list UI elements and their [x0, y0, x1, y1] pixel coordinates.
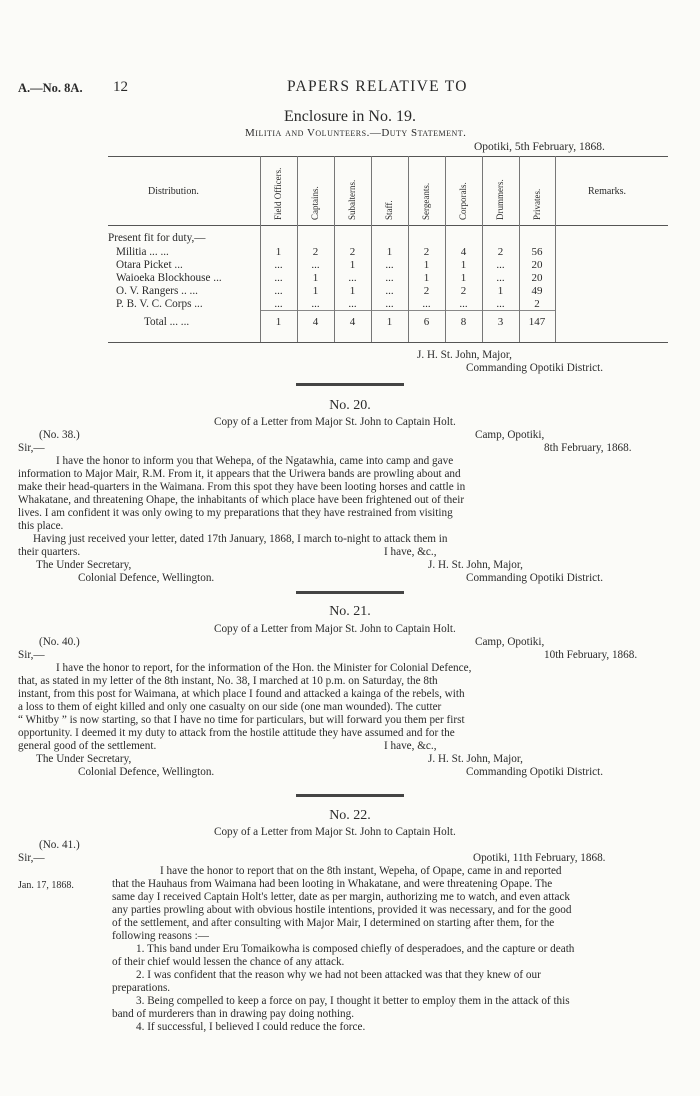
table-cell: ... [274, 272, 283, 284]
table-cell: 2 [460, 285, 467, 297]
row-label-otara-picket: Otara Picket ... [116, 259, 183, 271]
table-cell: 1 [349, 285, 356, 297]
enclosure-title: Enclosure in No. 19. [284, 108, 416, 125]
letter-21-line: instant, from this post for Waimana, at which place I found and attacked a kainga of the rebels, with [18, 688, 465, 700]
letter-22-line: any parties prowling about with obvious hostile intentions, provided it was necessary, and for the good [112, 904, 572, 916]
table-cell: 2 [497, 246, 504, 258]
table-cell: 2 [423, 246, 430, 258]
letter-20-title: No. 20. [329, 398, 371, 413]
letter-21-line: I have the honor to report, for the information of the Hon. the Minister for Colonial Defence, [56, 662, 472, 674]
table-cell: 4 [460, 246, 467, 258]
letter-22-line: same day I received Captain Holt's letter, date as per margin, authorizing me to watch, and even attack [112, 891, 571, 903]
column-header-corporals: Corporals. [458, 182, 468, 220]
letter-20-ref: (No. 38.) [39, 429, 80, 441]
total-cell: 8 [460, 316, 467, 328]
table-cell: ... [496, 298, 505, 310]
table-cell: 2 [349, 246, 356, 258]
column-header-remarks: Remarks. [588, 186, 627, 197]
letter-20-line: information to Major Mair, R.M. From it, it appears that the Uriwera bands are prowling about and [18, 468, 461, 480]
table-top-rule [108, 156, 668, 157]
total-cell: 1 [386, 316, 393, 328]
table-cell: ... [422, 298, 431, 310]
letter-22-date: Opotiki, 11th February, 1868. [473, 852, 606, 864]
total-cell: 1 [275, 316, 282, 328]
table-cell: ... [385, 272, 394, 284]
table-cell: ... [496, 259, 505, 271]
letter-20-line: make their head-quarters in the Waimana. From this spot they have been looting horses and cattle in [18, 481, 466, 493]
total-cell: 6 [423, 316, 430, 328]
letter-21-date: 10th February, 1868. [544, 649, 638, 661]
letter-20-date: 8th February, 1868. [544, 442, 632, 454]
section-divider [296, 591, 404, 594]
letter-20-closing: I have, &c., [384, 546, 437, 558]
table-bottom-rule [108, 342, 668, 343]
table-cell: 1 [460, 259, 467, 271]
letter-22-line: 1. This band under Eru Tomaikowha is composed chiefly of desperadoes, and the capture or death [136, 943, 575, 955]
row-label-militia: Militia ... ... [116, 246, 169, 258]
table-cell: ... [274, 285, 283, 297]
row-label-ov-rangers: O. V. Rangers .. ... [116, 285, 198, 297]
table-cell: 1 [312, 285, 319, 297]
total-cell: 4 [349, 316, 356, 328]
column-header-field-officers: Field Officers. [273, 167, 283, 220]
letter-22-line: 3. Being compelled to keep a force on pay, I thought it better to employ them in the attack of this [136, 995, 570, 1007]
letter-22-line: band of murderers than in drawing pay doing nothing. [112, 1008, 355, 1020]
section-divider [296, 383, 404, 386]
letter-22-salutation: Sir,— [18, 852, 45, 864]
table-cell: ... [274, 298, 283, 310]
table-cell: 1 [497, 285, 504, 297]
letter-21-signature: J. H. St. John, Major, [428, 753, 523, 765]
total-cell: 3 [497, 316, 504, 328]
table-cell: 1 [386, 246, 393, 258]
table-cell: ... [348, 272, 357, 284]
column-header-privates: Privates. [532, 188, 542, 220]
letter-22-line: of their chief would lessen the chance of any attack. [112, 956, 345, 968]
letter-22-title: No. 22. [329, 808, 371, 823]
enclosure-signature-title: Commanding Opotiki District. [466, 362, 604, 374]
column-header-captains: Captains. [310, 186, 320, 220]
enclosure-signature: J. H. St. John, Major, [417, 349, 512, 361]
table-cell: 1 [423, 272, 430, 284]
column-header-sergeants: Sergeants. [421, 182, 431, 220]
letter-22-ref: (No. 41.) [39, 839, 80, 851]
column-header-distribution: Distribution. [148, 186, 199, 197]
letter-22-line: following reasons :— [112, 930, 209, 942]
table-cell: ... [385, 285, 394, 297]
letter-21-line: “ Whitby ” is now starting, so that I have no time for particulars, but will forward you them per first [18, 714, 465, 726]
letter-21-recipient: The Under Secretary, [36, 753, 132, 765]
enclosure-subtitle: Militia and Volunteers.—Duty Statement. [245, 127, 467, 139]
letter-22-line: of the settlement, and after consulting with Major Mair, I determined on starting after them, for the [112, 917, 555, 929]
running-title: PAPERS RELATIVE TO [287, 78, 468, 95]
letter-21-place: Camp, Opotiki, [475, 636, 545, 648]
table-cell: ... [311, 259, 320, 271]
table-cell: ... [385, 298, 394, 310]
letter-21-title: No. 21. [329, 604, 371, 619]
row-label-waioeka-blockhouse: Waioeka Blockhouse ... [116, 272, 222, 284]
table-cell: 20 [531, 259, 543, 271]
letter-20-line: I have the honor to inform you that Wehepa, of the Ngatawhia, came into camp and gave [56, 455, 454, 467]
letter-20-heading: Copy of a Letter from Major St. John to Captain Holt. [214, 416, 456, 428]
total-cell: 4 [312, 316, 319, 328]
letter-21-closing: I have, &c., [384, 740, 437, 752]
table-cell: 56 [531, 246, 543, 258]
page-number: 12 [113, 79, 128, 95]
table-cell: ... [348, 298, 357, 310]
row-label-pbvc-corps: P. B. V. C. Corps ... [116, 298, 203, 310]
row-label-total: Total ... ... [144, 316, 190, 328]
letter-21-line: general good of the settlement. [18, 740, 157, 752]
table-cell: ... [274, 259, 283, 271]
table-cell: 1 [312, 272, 319, 284]
table-cell: ... [311, 298, 320, 310]
table-cell: 1 [460, 272, 467, 284]
letter-21-signature-title: Commanding Opotiki District. [466, 766, 604, 778]
table-header-rule [108, 225, 668, 226]
letter-20-recipient: The Under Secretary, [36, 559, 132, 571]
letter-20-line: Whakatane, and threatening Ohape, the inhabitants of which place have been frightened out of their [18, 494, 465, 506]
table-cell: 49 [531, 285, 543, 297]
letter-20-recipient-office: Colonial Defence, Wellington. [78, 572, 215, 584]
table-cell: 1 [349, 259, 356, 271]
table-cell: 2 [534, 298, 540, 310]
section-divider [296, 794, 404, 797]
letter-22-line: 4. If successful, I believed I could reduce the force. [136, 1021, 366, 1033]
letter-21-line: a loss to them of eight killed and only one casualty on our side (one man wounded). The cutter [18, 701, 442, 713]
letter-20-line: their quarters. [18, 546, 81, 558]
letter-20-line: this place. [18, 520, 64, 532]
letter-22-line: 2. I was confident that the reason why we had not been attacked was that they knew of our [136, 969, 541, 981]
margin-note: Jan. 17, 1868. [18, 880, 74, 891]
letter-20-signature-title: Commanding Opotiki District. [466, 572, 604, 584]
letter-22-line: preparations. [112, 982, 171, 994]
enclosure-date: Opotiki, 5th February, 1868. [474, 141, 605, 153]
total-cell: 147 [528, 316, 546, 328]
letter-21-recipient-office: Colonial Defence, Wellington. [78, 766, 215, 778]
letter-21-salutation: Sir,— [18, 649, 45, 661]
letter-21-line: that, as stated in my letter of the 8th instant, No. 38, I marched at 10 p.m. on Saturday, the 8th [18, 675, 438, 687]
letter-21-heading: Copy of a Letter from Major St. John to Captain Holt. [214, 623, 456, 635]
duty-statement-table [108, 156, 668, 342]
table-cell: ... [459, 298, 468, 310]
letter-22-heading: Copy of a Letter from Major St. John to Captain Holt. [214, 826, 456, 838]
table-cell: 2 [423, 285, 430, 297]
letter-21-ref: (No. 40.) [39, 636, 80, 648]
table-cell: 1 [423, 259, 430, 271]
letter-20-signature: J. H. St. John, Major, [428, 559, 523, 571]
letter-22-line: that the Hauhaus from Waimana had been looting in Whakatane, and were threatening Opape. The [112, 878, 553, 890]
column-header-subalterns: Subalterns. [347, 179, 357, 220]
column-header-drummers: Drummers. [495, 179, 505, 220]
column-header-staff: Staff. [384, 200, 394, 220]
document-reference: A.—No. 8A. [18, 81, 83, 95]
letter-20-line: Having just received your letter, dated 17th January, 1868, I march to-night to attack them in [33, 533, 448, 545]
letter-21-line: opportunity. I deemed it my duty to attack from the hostile attitude they have assumed and for the [18, 727, 455, 739]
letter-20-place: Camp, Opotiki, [475, 429, 545, 441]
table-cell: ... [385, 259, 394, 271]
letter-20-salutation: Sir,— [18, 442, 45, 454]
table-cell: 1 [275, 246, 282, 258]
letter-20-line: lives. I am confident it was only owing to my preparations that they have restrained from visiting [18, 507, 453, 519]
table-cell: ... [496, 272, 505, 284]
table-cell: 20 [531, 272, 543, 284]
group-label: Present fit for duty,— [108, 232, 206, 244]
letter-22-line: I have the honor to report that on the 8th instant, Wepeha, of Opape, came in and reported [160, 865, 562, 877]
table-cell: 2 [312, 246, 319, 258]
